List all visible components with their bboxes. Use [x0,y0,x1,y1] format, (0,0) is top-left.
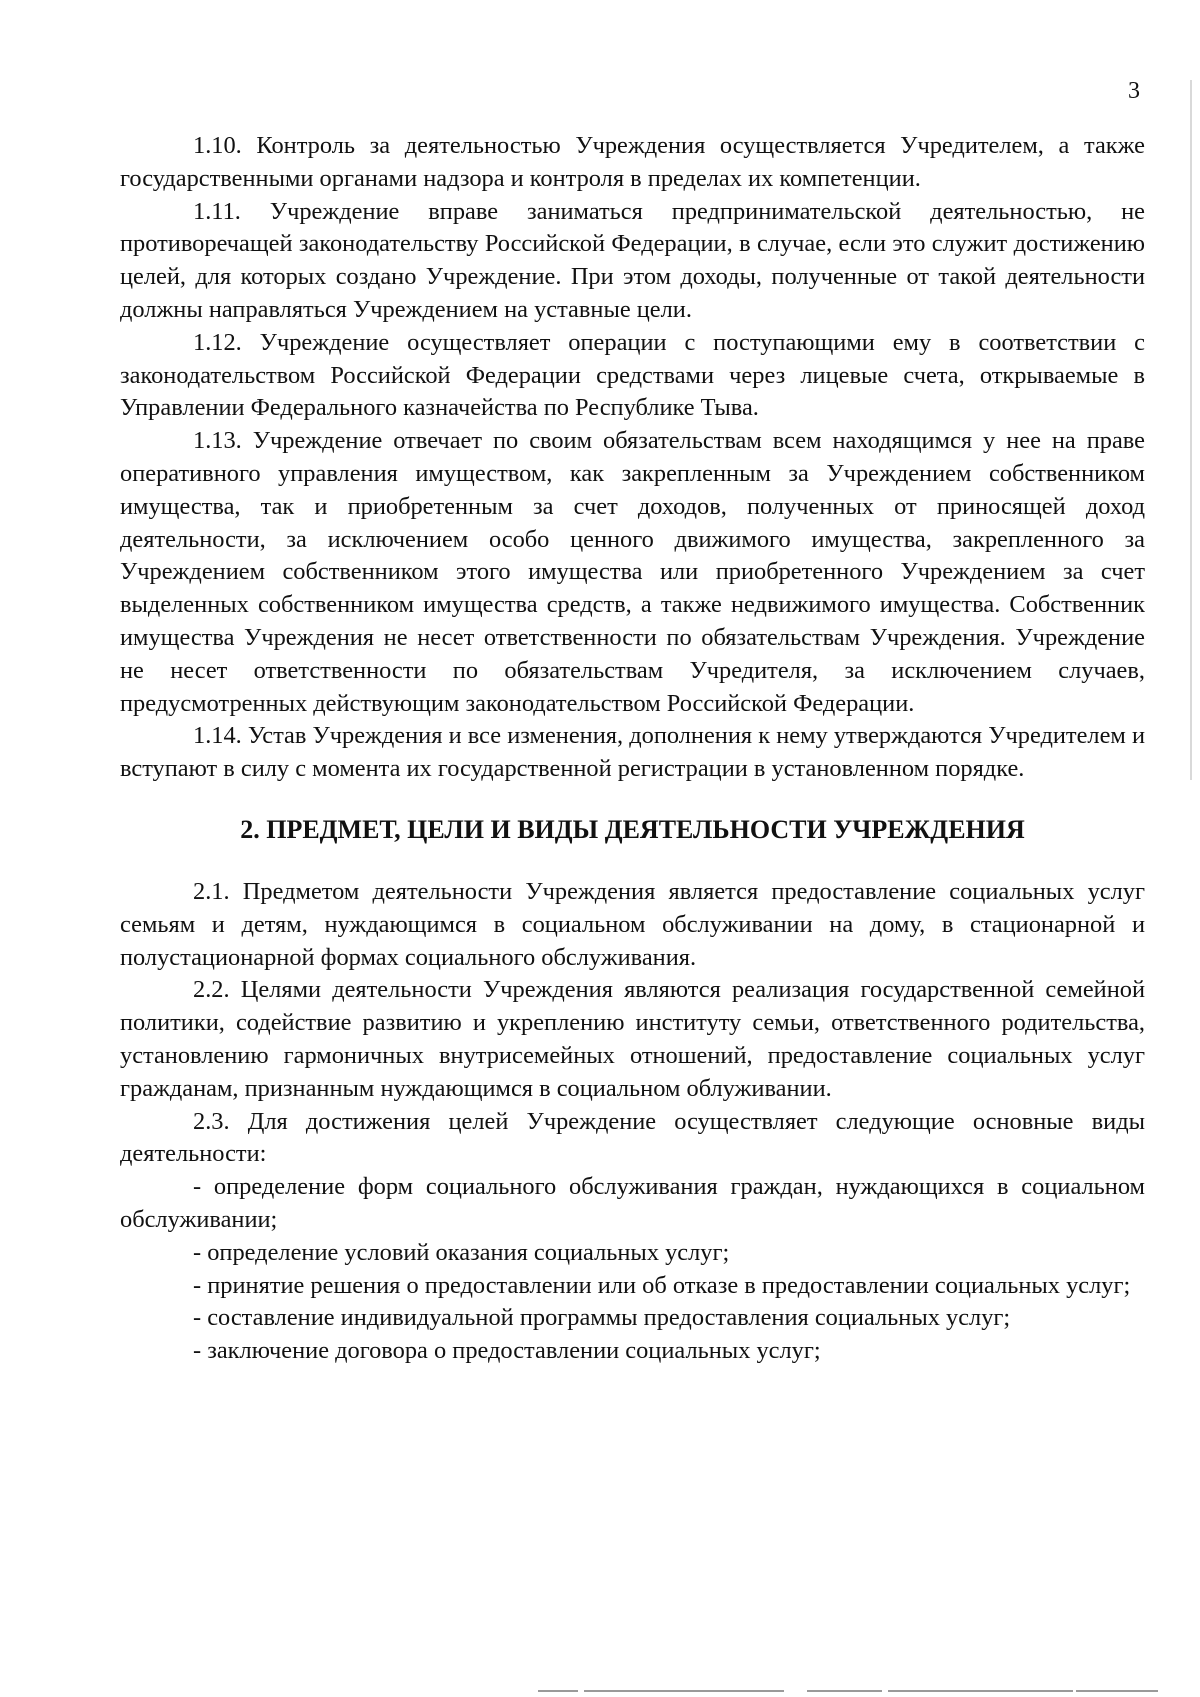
scan-mark [993,1690,1068,1692]
scan-mark [1076,1690,1158,1692]
paragraph-2-1: 2.1. Предметом деятельности Учреждения является предоставление социальных услуг семьям и детям, нуждающимся в социальном обслуживании на дому, в стационарной и полустационарной формах социального обслуживания. [120,877,1145,971]
list-item: - составление индивидуальной программы предоставления социальных услуг; [193,1304,1011,1332]
section-2-heading: 2. ПРЕДМЕТ, ЦЕЛИ И ВИДЫ ДЕЯТЕЛЬНОСТИ УЧРЕЖДЕНИЯ [240,814,1025,844]
paragraph-1-10: 1.10. Контроль за деятельностью Учреждения осуществляется Учредителем, а также государственными органами надзора и контроля в пределах их компетенции. [120,132,1145,192]
paragraph-1-14: 1.14. Устав Учреждения и все изменения, дополнения к нему утверждаются Учредителем и вступают в силу с момента их государственной регистрации в установленном порядке. [120,722,1145,783]
paragraph-2-2: 2.2. Целями деятельности Учреждения являются реализация государственной семейной политики, содействие развитию и укреплению институту семьи, ответственного родительства, установлению гармоничных внутрисемейных отношений, предоставление социальных услуг гражданам, признанным нуждающимся в социальном облуживании. [120,976,1145,1102]
paragraph-1-13: 1.13. Учреждение отвечает по своим обязательствам всем находящимся у нее на праве оперативного управления имуществом, как закрепленным за Учреждением собственником имущества, так и приобретенным за счет доходов, полученных от приносящей доход деятельности, за исключением особо ценного движимого имущества, закрепленного за Учреждением собственником этого имущества или приобретенного Учреждением за счет выделенных собственником имущества средств, а также недвижимого имущества. Собственник имущества Учреждения не несет ответственности по обязательствам Учреждения. Учреждение не несет ответственности по обязательствам Учредителя, за исключением случаев, предусмотренных действующим законодательством Российской Федерации. [120,427,1145,717]
page-number: 3 [1128,78,1140,104]
scan-edge-line [1190,80,1192,780]
paragraph-2-3: 2.3. Для достижения целей Учреждение осуществляет следующие основные виды деятельности: [120,1107,1145,1168]
scan-bottom-marks [0,1690,1200,1694]
list-item: - заключение договора о предоставлении социальных услуг; [193,1337,821,1365]
paragraph-1-12: 1.12. Учреждение осуществляет операции с поступающими ему в соответствии с законодательством Российской Федерации средствами через лицевые счета, открываемые в Управлении Федерального казначейства по Республике Тыва. [120,328,1145,422]
scan-mark [807,1690,882,1692]
list-item: - принятие решения о предоставлении или об отказе в предоставлении социальных услуг; [193,1271,1131,1299]
list-item: - определение условий оказания социальных услуг; [193,1238,730,1266]
scan-mark [584,1690,784,1692]
list-item: - определение форм социального обслуживания граждан, нуждающихся в социальном обслуживании; [120,1173,1145,1233]
paragraph-1-11: 1.11. Учреждение вправе заниматься предпринимательской деятельностью, не противоречащей законодательству Российской Федерации, в случае, если это служит достижению целей, для которых создано Учреждение. При этом доходы, полученные от такой деятельности должны направляться Учреждением на уставные цели. [120,197,1145,323]
document-body [120,130,1145,1368]
scan-mark [538,1690,578,1692]
